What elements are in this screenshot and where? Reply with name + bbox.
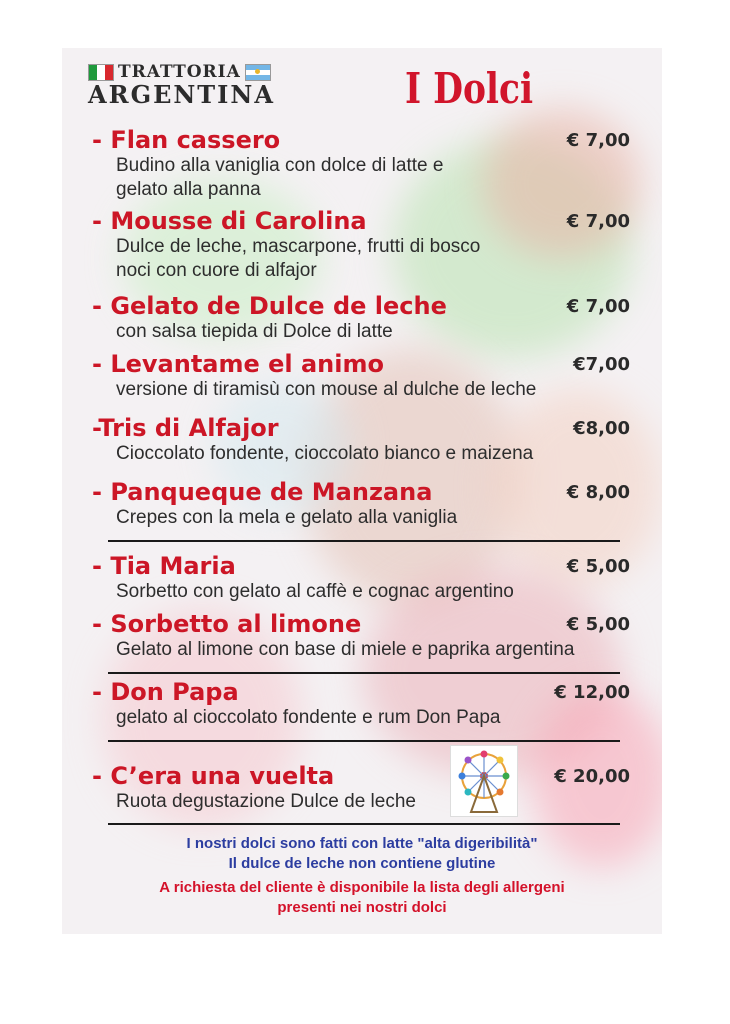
note-line: A richiesta del cliente è disponibile la lista degli allergeni [159, 879, 565, 896]
menu-item [92, 292, 632, 344]
ferris-wheel-icon [450, 745, 518, 817]
note-line: I nostri dolci sono fatti con latte "alta digeribilità" [186, 835, 538, 852]
item-name: - Don Papa [92, 678, 239, 706]
item-price: € 5,00 [566, 614, 630, 635]
page-title: I Dolci [405, 64, 534, 113]
item-price: € 7,00 [566, 211, 630, 232]
argentina-flag-icon [245, 64, 271, 81]
item-desc: Budino alla vaniglia con dolce di latte e [116, 155, 444, 176]
item-price: € 20,00 [554, 766, 630, 787]
section-divider [108, 672, 620, 674]
item-price: € 8,00 [566, 482, 630, 503]
menu-item [92, 478, 632, 530]
section-divider [108, 823, 620, 825]
brand-small-text: TRATTORIA [118, 62, 241, 82]
item-name: - Tia Maria [92, 552, 236, 580]
menu-item [92, 126, 632, 202]
dessert-notes [62, 834, 662, 874]
item-desc: versione di tiramisù con mouse al dulche de leche [116, 379, 537, 400]
menu-item [92, 414, 632, 466]
note-line: Il dulce de leche non contiene glutine [228, 855, 496, 872]
item-price: €7,00 [573, 354, 630, 375]
item-name: - Levantame el animo [92, 350, 384, 378]
item-price: € 7,00 [566, 296, 630, 317]
menu-item [92, 610, 632, 662]
menu-item [92, 552, 632, 604]
menu-item [92, 678, 632, 730]
item-desc: Sorbetto con gelato al caffè e cognac argentino [116, 581, 514, 602]
item-desc: gelato al cioccolato fondente e rum Don Papa [116, 707, 501, 728]
item-desc: gelato alla panna [116, 179, 261, 200]
item-desc: noci con cuore di alfajor [116, 260, 317, 281]
item-name: - Gelato de Dulce de leche [92, 292, 447, 320]
item-price: € 12,00 [554, 682, 630, 703]
item-desc: Cioccolato fondente, cioccolato bianco e maizena [116, 443, 534, 464]
menu-item [92, 350, 632, 402]
item-name: - Mousse di Carolina [92, 207, 367, 235]
italy-flag-icon [88, 64, 114, 81]
item-desc: Gelato al limone con base di miele e paprika argentina [116, 639, 575, 660]
item-name: -Tris di Alfajor [92, 414, 279, 442]
item-desc: Crepes con la mela e gelato alla vaniglia [116, 507, 458, 528]
item-name: - C’era una vuelta [92, 762, 335, 790]
menu-item [92, 207, 632, 283]
item-desc: Dulce de leche, mascarpone, frutti di bosco [116, 236, 481, 257]
brand-big-text: ARGENTINA [88, 80, 275, 109]
restaurant-logo [88, 62, 275, 109]
item-name: - Sorbetto al limone [92, 610, 362, 638]
item-name: - Flan cassero [92, 126, 281, 154]
section-divider [108, 540, 620, 542]
menu-item [92, 762, 632, 814]
item-price: €8,00 [573, 418, 630, 439]
item-price: € 5,00 [566, 556, 630, 577]
item-desc: Ruota degustazione Dulce de leche [116, 791, 416, 812]
item-desc: con salsa tiepida di Dolce di latte [116, 321, 393, 342]
item-price: € 7,00 [566, 130, 630, 151]
note-line: presenti nei nostri dolci [277, 899, 447, 916]
section-divider [108, 740, 620, 742]
allergen-notes [62, 878, 662, 918]
item-name: - Panqueque de Manzana [92, 478, 433, 506]
